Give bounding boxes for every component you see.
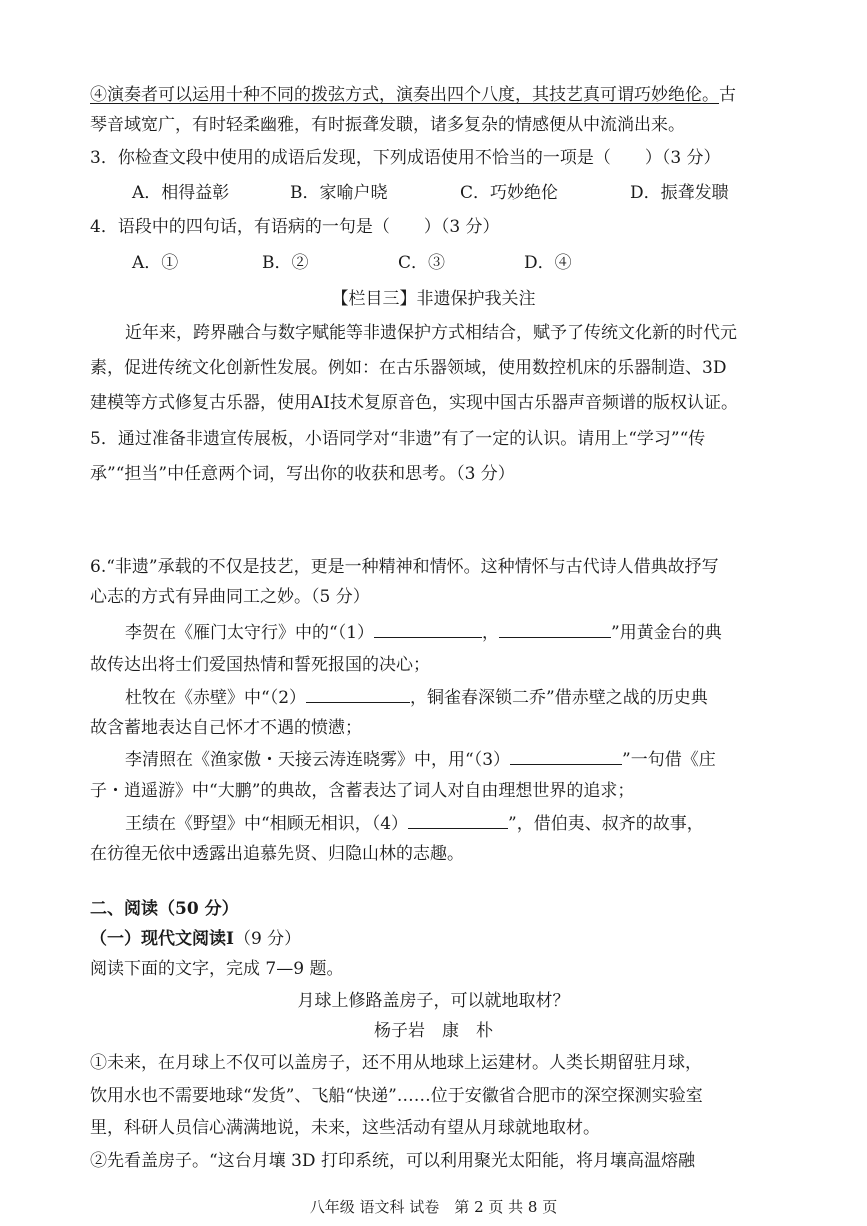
fill-text: 李清照在《渔家傲・天接云涛连晓雾》中，用“（3） (125, 750, 511, 770)
subsection-score: （9 分） (233, 929, 302, 949)
article-line: 里，科研人员信心满满地说，未来，这些活动有望从月球就地取材。 (90, 1118, 600, 1138)
passage-line: 琴音域宽广，有时轻柔幽雅，有时振聋发聩，诸多复杂的情感便从中流淌出来。 (90, 115, 685, 135)
fill-text: ”，借伯夷、叔齐的故事， (508, 814, 704, 834)
passage-line (90, 84, 736, 106)
fill-text: ， (482, 623, 500, 643)
q3-option-b: B．家喻户晓 (290, 183, 388, 203)
q3-option-a: A．相得益彰 (132, 183, 230, 203)
article-line: 饮用水也不需要地球“发货”、飞船“快递”……位于安徽省合肥市的深空探测实验室 (90, 1086, 703, 1106)
reading-instruction: 阅读下面的文字，完成 7—9 题。 (90, 959, 344, 979)
article-authors: 杨子岩 康 朴 (374, 1021, 493, 1041)
question-5: 5．通过准备非遗宣传展板，小语同学对“非遗”有了一定的认识。请用上“学习”“传 (90, 429, 706, 449)
q4-option-d: D．④ (524, 253, 572, 273)
q3-option-d: D．振聋发聩 (630, 183, 729, 203)
question-5-cont: 承”“担当”中任意两个词，写出你的收获和思考。（3 分） (90, 464, 515, 484)
fill-line-2 (125, 686, 708, 709)
q3-option-c: C．巧妙绝伦 (460, 183, 559, 203)
q4-option-c: C．③ (398, 253, 446, 273)
question-6: 6.“非遗”承载的不仅是技艺，更是一种精神和情怀。这种情怀与古代诗人借典故抒写 (90, 557, 719, 577)
fill-text: ，铜雀春深锁二乔”借赤壁之战的历史典 (410, 688, 708, 708)
paragraph-line: 建模等方式修复古乐器，使用AI技术复原音色，实现中国古乐器声音频谱的版权认证。 (90, 393, 738, 413)
answer-blank-3[interactable] (510, 748, 622, 765)
question-4: 4．语段中的四句话，有语病的一句是（ ）（3 分） (90, 217, 500, 237)
fill-line-1 (125, 621, 722, 644)
fill-text: ”一句借《庄 (622, 750, 716, 770)
fill-line-1-cont: 故传达出将士们爱国热情和誓死报国的决心； (90, 655, 430, 675)
underlined-sentence: ④演奏者可以运用十种不同的拨弦方式，演奏出四个八度，其技艺真可谓巧妙绝伦。 (90, 85, 719, 105)
subsection-heading (90, 928, 301, 950)
question-6-cont: 心志的方式有异曲同工之妙。（5 分） (90, 587, 370, 607)
fill-line-2-cont: 故含蓄地表达自己怀才不遇的愤懑； (90, 718, 362, 738)
fill-text: ”用黄金台的典 (611, 623, 722, 643)
article-line: ①未来，在月球上不仅可以盖房子，还不用从地球上运建材。人类长期留驻月球， (90, 1053, 702, 1073)
answer-blank-4[interactable] (408, 812, 508, 829)
question-3: 3．你检查文段中使用的成语后发现，下列成语使用不恰当的一项是（ ）（3 分） (90, 148, 721, 168)
page-footer: 八年级 语文科 试卷 第 2 页 共 8 页 (309, 1198, 558, 1216)
article-line: ②先看盖房子。“这台月壤 3D 打印系统，可以利用聚光太阳能，将月壤高温熔融 (90, 1151, 695, 1171)
answer-blank-2[interactable] (306, 686, 410, 703)
answer-blank-1a[interactable] (374, 621, 482, 638)
article-title: 月球上修路盖房子，可以就地取材？ (297, 991, 570, 1011)
fill-line-3-cont: 子・逍遥游》中“大鹏”的典故，含蓄表达了词人对自由理想世界的追求； (90, 781, 635, 801)
fill-line-3 (125, 748, 716, 771)
fill-line-4 (125, 812, 704, 835)
paragraph-line: 近年来，跨界融合与数字赋能等非遗保护方式相结合，赋予了传统文化新的时代元 (125, 323, 737, 343)
paragraph-line: 素，促进传统文化创新性发展。例如：在古乐器领域，使用数控机床的乐器制造、3D (90, 358, 727, 378)
part-heading: 二、阅读（50 分） (90, 899, 239, 919)
fill-text: 李贺在《雁门太守行》中的“（1） (125, 623, 375, 643)
q4-option-b: B．② (262, 253, 309, 273)
fill-line-4-cont: 在彷徨无依中透露出追慕先贤、归隐山林的志趣。 (90, 844, 464, 864)
fill-text: 王绩在《野望》中“相顾无相识，（4） (125, 814, 409, 834)
passage-text: 古 (719, 85, 736, 105)
subsection-title: （一）现代文阅读Ⅰ (90, 929, 234, 949)
q4-option-a: A．① (132, 253, 179, 273)
answer-blank-1b[interactable] (499, 621, 611, 638)
section-title: 【栏目三】非遗保护我关注 (331, 289, 536, 309)
fill-text: 杜牧在《赤壁》中“（2） (125, 688, 307, 708)
